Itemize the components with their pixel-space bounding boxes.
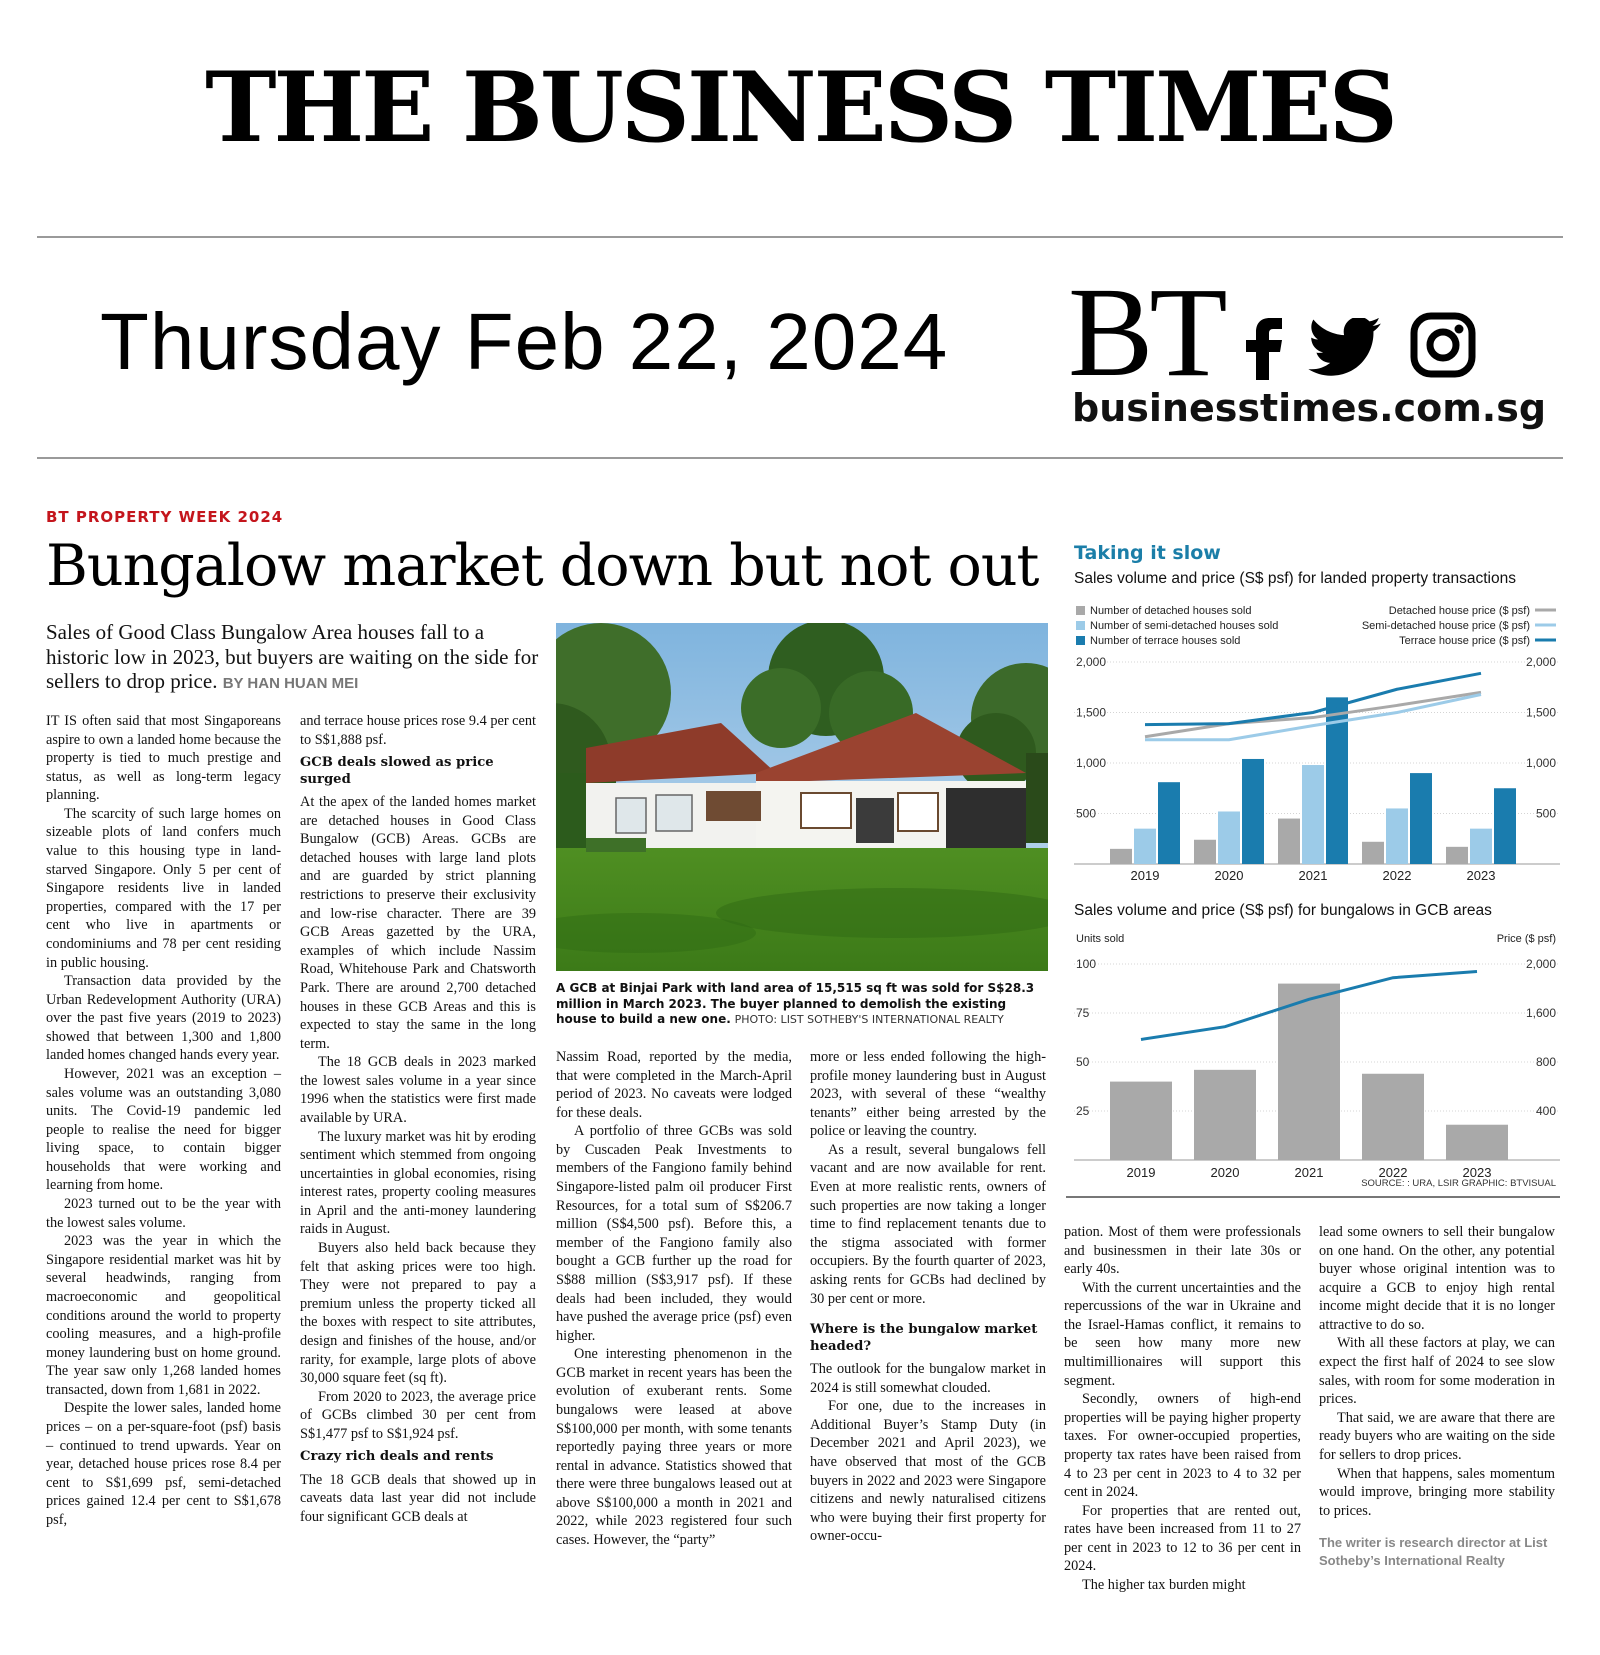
chart2-subtitle: Sales volume and price (S$ psf) for bungalows in GCB areas: [1074, 902, 1492, 919]
standfirst: [46, 620, 546, 694]
paragraph: With the current uncertainties and the repercussions of the war in Ukraine and the Israel-Hamas conflict, it remains to be seen how many more new multimillionaires will support this segment.: [1064, 1279, 1301, 1389]
paragraph: The 18 GCB deals in 2023 marked the lowest sales volume in a year since 1996 when the statistics were first made available by URA.: [300, 1054, 536, 1126]
bar: [1158, 782, 1180, 864]
legend-swatch: [1076, 621, 1085, 630]
paragraph: The luxury market was hit by eroding sentiment which stemmed from ongoing uncertainties in global economies, rising interest rates, property cooling measures in April and the anti-money laundering raids in August.: [300, 1128, 536, 1238]
paragraph: When that happens, sales momentum would improve, bringing more stability to prices.: [1319, 1465, 1555, 1519]
writer-note: The writer is research director at List Sotheby’s International Realty: [1319, 1535, 1548, 1568]
headline: Bungalow market down but not out: [46, 533, 1039, 599]
paragraph: 2023 was the year in which the Singapore residential market was hit by several headwinds, ranging from macroeconomic and geopolitical conditions around the world to property cooling measures, and a high-profile money laundering bust on home ground. The year saw only 1,268 landed homes transacted, down from 1,681 in 2022.: [46, 1233, 281, 1398]
series-line: [1145, 692, 1481, 736]
paragraph: more or less ended following the high-profile money laundering bust in August 2023, with several of these “wealthy tenants” either being arrested by the police or leaving the country.: [810, 1049, 1046, 1140]
article-photo: [556, 623, 1048, 971]
article-column-4: [810, 1048, 1046, 1546]
x-tick-label: 2021: [1294, 1165, 1324, 1180]
y2-tick-label: 1,500: [1525, 705, 1556, 720]
section-kicker: BT PROPERTY WEEK 2024: [46, 508, 284, 526]
landed-property-chart: [1066, 598, 1560, 888]
bar: [1218, 811, 1240, 864]
masthead-business: BUSINESS: [461, 51, 1015, 164]
bar: [1194, 1070, 1256, 1160]
bungalow-photo: [556, 623, 1048, 971]
y-tick-label: 500: [1076, 806, 1097, 821]
paragraph: Secondly, owners of high-end properties will be paying higher property taxes. For owner-occupied properties, property tax rates have been raised from 4 to 23 per cent in 2023 to 4 to 32 per cent in 2024.: [1064, 1391, 1301, 1501]
top-rule: [37, 236, 1563, 238]
legend-label: Number of detached houses sold: [1090, 605, 1252, 617]
bar: [1386, 808, 1408, 864]
y2-tick-label: 800: [1535, 1055, 1556, 1069]
bar: [1302, 765, 1324, 864]
paragraph: lead some owners to sell their bungalow on one hand. On the other, any potential buyer whose original intention was to acquire a GCB to enjoy high rental income might decide that it is no longer attractive to do so.: [1319, 1224, 1555, 1333]
x-tick-label: 2022: [1378, 1165, 1408, 1180]
y-tick-label: 100: [1076, 957, 1097, 971]
gcb-bungalow-chart: [1066, 928, 1560, 1190]
article-column-2: [300, 712, 536, 1527]
bar: [1278, 819, 1300, 864]
y-tick-label: 75: [1076, 1006, 1090, 1020]
legend-label: Detached house price ($ psf): [1388, 605, 1530, 617]
twitter-icon[interactable]: [1308, 318, 1382, 380]
paragraph: 2023 turned out to be the year with the lowest sales volume.: [46, 1196, 281, 1231]
legend-swatch: [1076, 606, 1085, 615]
x-tick-label: 2019: [1130, 868, 1160, 883]
paragraph: That said, we are aware that there are ready buyers who are waiting on the side for sellers to drop prices.: [1319, 1409, 1555, 1463]
y2-axis-label: Price ($ psf): [1496, 933, 1556, 945]
paragraph: Nassim Road, reported by the media, that were completed in the March-April period of 2023. No caveats were lodged for these deals.: [556, 1049, 792, 1121]
caption-text: A GCB at Binjai Park with land area of 15,515 sq ft was sold for S$28.3 million in March 2023. The buyer planned to demolish the existing house to build a new one.: [556, 981, 1035, 1027]
paragraph: pation. Most of them were professionals and businessmen in their late 30s or early 40s.: [1064, 1224, 1301, 1278]
masthead-times: TIMES: [1044, 51, 1395, 164]
bar: [1494, 788, 1516, 864]
article-column-1: [46, 712, 281, 1529]
paragraph: However, 2021 was an exception – sales volume was an outstanding 3,080 units. The Covid-19 pandemic led people to realise the need for bigger living space, to contain bigger households that were working and learning from home.: [46, 1065, 281, 1194]
article-column-3: [556, 1048, 792, 1550]
y-tick-label: 50: [1076, 1055, 1090, 1069]
subheading: Where is the bungalow market headed?: [810, 1322, 1038, 1354]
x-tick-label: 2020: [1214, 868, 1244, 883]
y-tick-label: 25: [1076, 1104, 1090, 1118]
paragraph: The higher tax burden might: [1082, 1576, 1246, 1593]
website-url[interactable]: businesstimes.com.sg: [1072, 386, 1547, 430]
paragraph: The scarcity of such large homes on sizeable plots of land confers much value to this housing type in land-starved Singapore. Only 5 per cent of Singapore residents live in landed properties, compared with the 17 per cent who live in apartments or condominiums and 78 per cent residing in public housing.: [46, 805, 281, 971]
y2-tick-label: 1,600: [1525, 1006, 1556, 1020]
paragraph: and terrace house prices rose 9.4 per cent to S$1,888 psf.: [300, 713, 536, 748]
bar: [1446, 847, 1468, 864]
legend-label: Number of semi-detached houses sold: [1090, 620, 1279, 632]
photo-credit: PHOTO: LIST SOTHEBY'S INTERNATIONAL REALTY: [734, 1013, 1004, 1027]
paragraph: For one, due to the increases in Additional Buyer’s Stamp Duty (in December 2021 and April 2023), we have observed that most of the GCB buyers in 2022 and 2023 were Singapore citizens and newly naturalised citizens who were buying their first property for owner-occu-: [810, 1398, 1046, 1545]
bar: [1470, 829, 1492, 864]
y2-tick-label: 2,000: [1525, 655, 1556, 669]
y2-tick-label: 1,000: [1525, 756, 1556, 770]
paragraph: The outlook for the bungalow market in 2024 is still somewhat clouded.: [810, 1361, 1046, 1396]
bar: [1110, 849, 1132, 864]
paragraph: One interesting phenomenon in the GCB market in recent years has been the evolution of exuberant rents. Some bungalows were leased at above S$100,000 per month, with some tenants reportedly paying three years or more rental in advance. Statistics showed that there were three bungalows leased out at above S$100,000 a month in 2021 and 2022, while 2023 registered four such cases. However, the “party”: [556, 1346, 792, 1549]
y2-tick-label: 500: [1535, 806, 1556, 821]
paragraph: IT IS often said that most Singaporeans aspire to own a landed home because the property is tied to much prestige and status, as well as long-term legacy planning.: [46, 713, 281, 804]
paragraph: Buyers also held back because they felt that asking prices were too high. They were not prepared to pay a premium unless the property ticked all the boxes with respect to site attributes, design and finishes of the house, and/or rarity, for example, large plots of above 30,000 square feet (sq ft).: [300, 1240, 536, 1387]
masthead-the: THE: [205, 51, 432, 164]
bar: [1278, 984, 1340, 1160]
standfirst-text: Sales of Good Class Bungalow Area houses fall to a historic low in 2023, but buyers are waiting on the side for sellers to drop price.: [46, 620, 539, 694]
x-tick-label: 2022: [1382, 868, 1412, 883]
photo-caption: [556, 981, 1048, 1028]
y-tick-label: 2,000: [1076, 655, 1107, 669]
paragraph: Transaction data provided by the Urban Redevelopment Authority (URA) over the past five years (2019 to 2023) showed that between 1,300 and 1,800 landed homes changed hands every year.: [46, 973, 281, 1064]
article-column-5: [1064, 1223, 1301, 1595]
subheading: Crazy rich deals and rents: [300, 1449, 494, 1465]
chart1-subtitle: Sales volume and price (S$ psf) for landed property transactions: [1074, 570, 1516, 587]
paragraph: The 18 GCB deals that showed up in caveats data last year did not include four significant GCB deals at: [300, 1471, 536, 1526]
bar: [1362, 1074, 1424, 1160]
paragraph: With all these factors at play, we can expect the first half of 2024 to see slow sales, with room for some moderation in prices.: [1319, 1335, 1555, 1408]
paragraph: A portfolio of three GCBs was sold by Cuscaden Peak Investments to members of the Fangiono family behind Singapore-listed palm oil producer First Resources, for a total sum of S$206.7 million (S$4,500 psf). Before this, a member of the Fangiono family also bought a GCB further up the road for S$88 million (S$3,917 psf). If these deals had been included, they would have pushed the average price (psf) even higher.: [556, 1123, 792, 1344]
bar: [1446, 1125, 1508, 1160]
instagram-icon[interactable]: [1410, 312, 1476, 378]
paragraph: As a result, several bungalows fell vacant and are now available for rent. Even at more realistic rents, owners of such properties are now taking a longer time to find replacement tenants due to the stigma associated with former occupiers. By the fourth quarter of 2023, asking rents for GCBs had declined by 30 per cent or more.: [810, 1141, 1046, 1307]
paragraph: From 2020 to 2023, the average price of GCBs climbed 30 per cent from S$1,477 psf to S$1,924 psf.: [300, 1388, 536, 1442]
x-tick-label: 2023: [1462, 1165, 1492, 1180]
y2-tick-label: 2,000: [1525, 957, 1556, 971]
legend-label: Terrace house price ($ psf): [1399, 635, 1530, 647]
y-axis-label: Units sold: [1076, 933, 1125, 945]
y-tick-label: 1,500: [1076, 705, 1107, 720]
byline: BY HAN HUAN MEI: [222, 675, 359, 693]
y2-tick-label: 400: [1535, 1104, 1556, 1118]
x-tick-label: 2019: [1126, 1165, 1156, 1180]
graphic-title: Taking it slow: [1074, 542, 1221, 564]
facebook-icon[interactable]: [1242, 318, 1284, 380]
paragraph: At the apex of the landed homes market are detached houses in Good Class Bungalow (GCB) Areas. GCBs are detached houses with large land plots and are guarded by strict planning restrictions to preserve their exclusivity and low-rise character. There are 39 GCB Areas gazetted by the URA, examples of which include Nassim Road, Whitehouse Park and Chatsworth Park. There are around 2,700 detached houses in these GCB Areas and this is expected to stay the same in the long term.: [300, 794, 536, 1052]
legend-label: Semi-detached house price ($ psf): [1361, 620, 1530, 632]
x-tick-label: 2020: [1210, 1165, 1240, 1180]
y-tick-label: 1,000: [1076, 756, 1107, 770]
legend-swatch: [1076, 636, 1085, 645]
header-bottom-rule: [37, 457, 1563, 459]
bar: [1194, 840, 1216, 864]
graphic-source: SOURCE: : URA, LSIR GRAPHIC: BTVISUAL: [1361, 1178, 1556, 1189]
bar: [1362, 842, 1384, 864]
bar: [1410, 773, 1432, 864]
bar: [1242, 759, 1264, 864]
graphic-bottom-rule: [1066, 1196, 1560, 1198]
paragraph: Despite the lower sales, landed home prices – on a per-square-foot (psf) basis – continued to trend upwards. Year on year, detached house prices rose 8.4 per cent to S$1,699 psf, semi-detached prices gained 12.4 per cent to S$1,678 psf,: [46, 1400, 281, 1528]
bt-logo: BT: [1068, 261, 1224, 403]
bar: [1134, 829, 1156, 864]
article-column-6: [1319, 1223, 1555, 1569]
x-tick-label: 2021: [1298, 868, 1328, 883]
legend-label: Number of terrace houses sold: [1090, 635, 1241, 647]
subheading: GCB deals slowed as price surged: [300, 755, 494, 787]
masthead: [0, 51, 1600, 164]
bar: [1110, 1082, 1172, 1160]
x-tick-label: 2023: [1466, 868, 1496, 883]
issue-date: Thursday Feb 22, 2024: [100, 297, 949, 386]
paragraph: For properties that are rented out, rates have been increased from 11 to 27 per cent in 2023 to 12 to 36 per cent in 2024.: [1064, 1502, 1301, 1575]
